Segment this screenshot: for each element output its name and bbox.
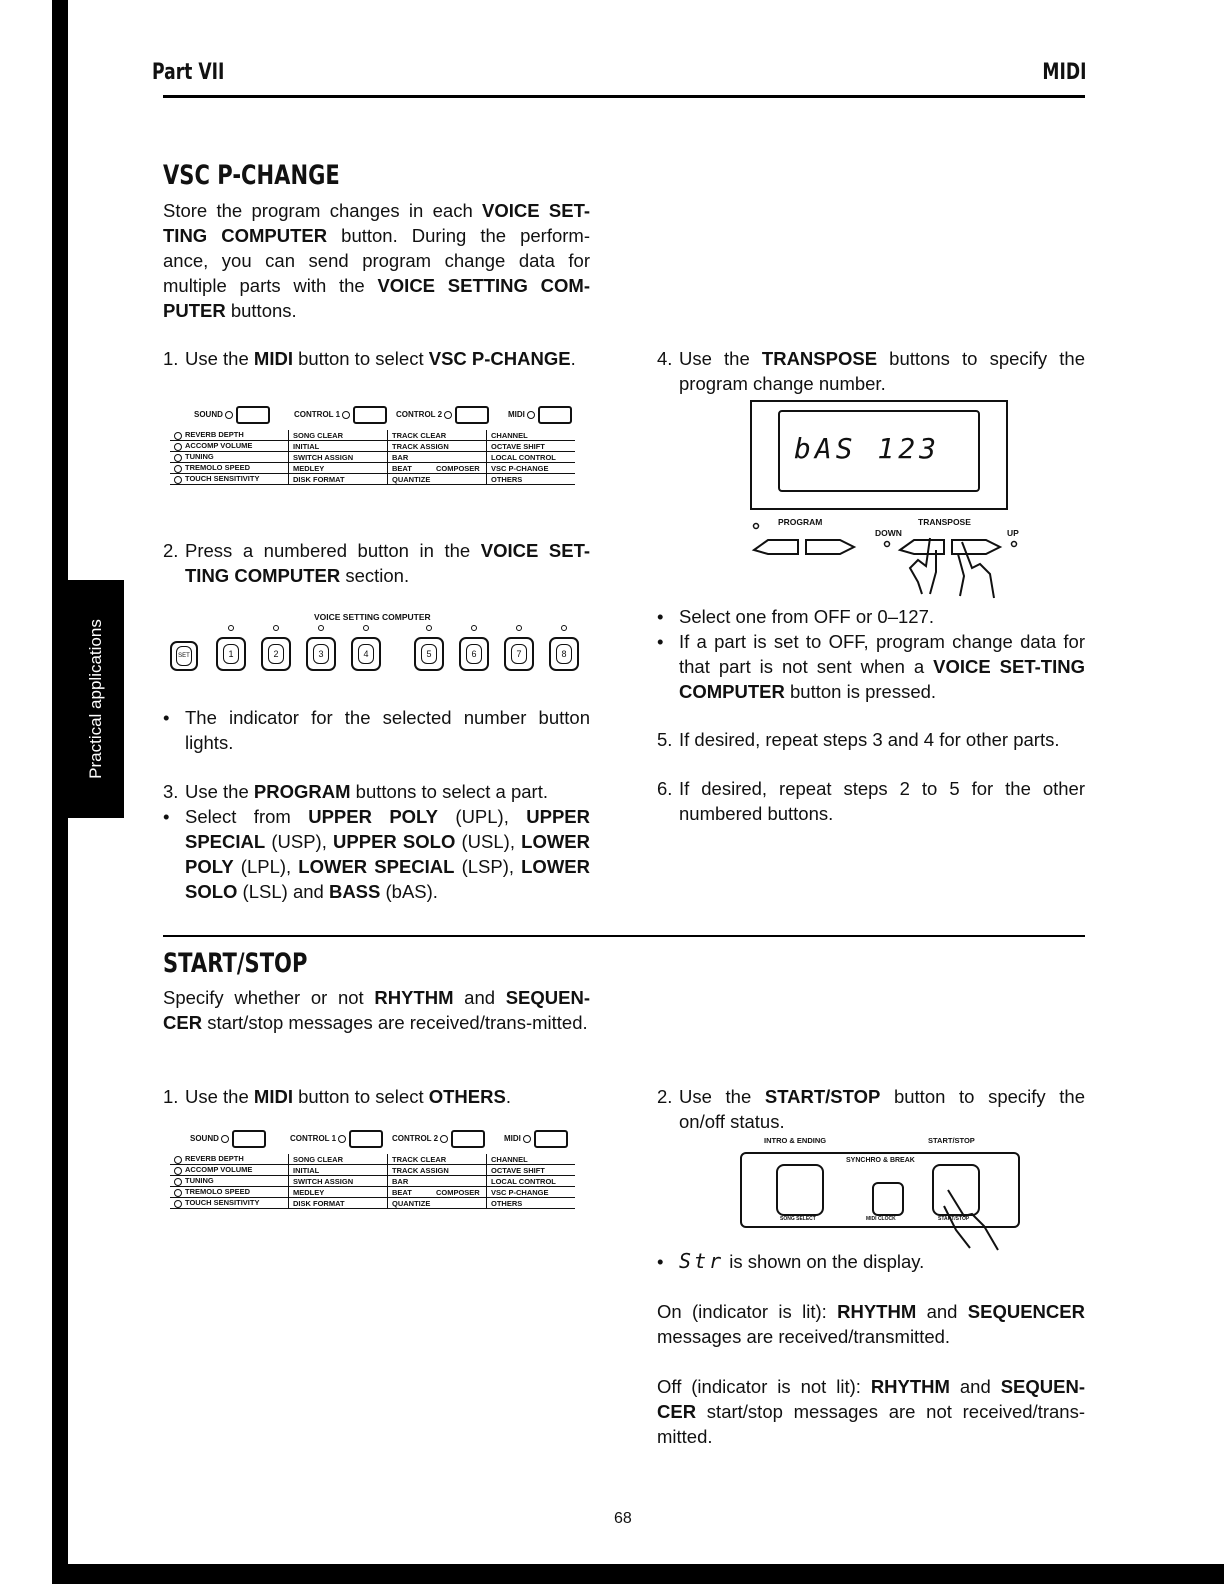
vsc-button-5-icon: 5 (414, 637, 444, 671)
on-description: On (indicator is lit): RHYTHM and SEQUENCER messages are received/transmitted. (657, 1301, 1085, 1347)
vsc-step-4: 4. Use the TRANSPOSE buttons to specify the program change number. (657, 348, 1086, 394)
side-tab (68, 580, 124, 818)
table-row: ACCOMP VOLUME INITIAL TRACK ASSIGN OCTAVE SHIFT (170, 441, 575, 452)
synchro-break-label: SYNCHRO & BREAK (846, 1157, 915, 1164)
vsc-title: VSC P-CHANGE (163, 160, 340, 191)
control2-button-icon (451, 1130, 485, 1148)
header-section: MIDI (1042, 60, 1087, 85)
page-border-bottom (52, 1564, 1224, 1584)
program-transpose-buttons-icon (750, 520, 1030, 600)
table-row: REVERB DEPTH SONG CLEAR TRACK CLEAR CHANNEL (170, 1154, 575, 1165)
vsc-button-1-icon: 1 (216, 637, 246, 671)
down-label: DOWN (875, 528, 902, 538)
startstop-bullet: • Str is shown on the display. (657, 1249, 925, 1273)
startstop-step-1: 1. Use the MIDI button to select OTHERS. (163, 1086, 511, 1107)
program-label: PROGRAM (778, 517, 823, 527)
startstop-panel-label: START/STOP (928, 1136, 975, 1145)
midi-clock-label: MIDI CLOCK (866, 1216, 896, 1222)
vsc-step-6: 6. If desired, repeat steps 2 to 5 for the other numbered buttons. (657, 778, 1085, 824)
startstop-intro: Specify whether or not RHYTHM and SEQUEN-CER start/stop messages are received/trans-mitted. (163, 987, 590, 1033)
up-label: UP (1007, 528, 1019, 538)
vsc-intro: Store the program changes in each VOICE SET-TING COMPUTER button. During the perform-ance, you can send program change data for multiple parts with the VOICE SETTING COM-PUTER buttons. (163, 200, 591, 321)
vsc-button-6-icon: 6 (459, 637, 489, 671)
startstop-step-2: 2. Use the START/STOP button to specify the on/off status. (657, 1086, 1085, 1132)
midi-panel-1: SOUND CONTROL 1 CONTROL 2 MIDI REVERB DEPTH SONG CLEAR TRACK CLEAR CHANNEL ACCOMP VOLUME INITIAL TRACK ASSIGN OCTAVE SHIFT TUNING SWITCH ASSIGN BAR LOCAL CONTROL TREMOLO SPEED MEDLEY BEAT COMPOSER VSC P-CHANGE TOUCH SENSITIVITY DISK FORMAT QUANTIZE OTHERS (170, 400, 600, 500)
startstop-sub-label: START/STOP (938, 1216, 970, 1222)
header-rule (163, 95, 1085, 98)
vsc-button-3-icon: 3 (306, 637, 336, 671)
vsc-step-1: 1. Use the MIDI button to select VSC P-CHANGE. (163, 348, 576, 369)
table-row: TOUCH SENSITIVITY DISK FORMAT QUANTIZE OTHERS (170, 474, 575, 485)
midi-button-icon (534, 1130, 568, 1148)
vsc-button-2-icon: 2 (261, 637, 291, 671)
vsc-step-2-bullet: • The indicator for the selected number button lights. (163, 707, 590, 753)
display-screen (778, 410, 980, 492)
side-tab-label: Practical applications (86, 619, 105, 779)
vsc-button-8-icon: 8 (549, 637, 579, 671)
display-text: bAS 123 (794, 432, 941, 465)
vsc-step-5: 5. If desired, repeat steps 3 and 4 for other parts. (657, 729, 1060, 750)
pressing-hand-icon (940, 1186, 1010, 1256)
set-button-icon: SET (170, 641, 198, 671)
display-word: Str (679, 1249, 725, 1273)
midi-function-table (170, 1154, 575, 1209)
vsc-panel-label: VOICE SETTING COMPUTER (314, 612, 431, 622)
vsc-button-7-icon: 7 (504, 637, 534, 671)
header-part: Part VII (152, 60, 225, 85)
page-number: 68 (614, 1510, 632, 1527)
section-divider (163, 935, 1085, 937)
sound-button-icon (236, 406, 270, 424)
table-row: TREMOLO SPEED MEDLEY BEAT COMPOSER VSC P-CHANGE (170, 1187, 575, 1198)
vsc-bullet-a: • Select one from OFF or 0–127. (657, 606, 935, 627)
synchro-break-button-icon (872, 1182, 904, 1216)
table-row: TREMOLO SPEED MEDLEY BEAT COMPOSER VSC P-CHANGE (170, 463, 575, 474)
table-row: TUNING SWITCH ASSIGN BAR LOCAL CONTROL (170, 452, 575, 463)
control1-button-icon (349, 1130, 383, 1148)
transpose-label: TRANSPOSE (918, 517, 971, 527)
intro-ending-label: INTRO & ENDING (764, 1136, 827, 1145)
startstop-title: START/STOP (163, 948, 308, 979)
control2-button-icon (455, 406, 489, 424)
page-border-left (52, 0, 68, 1584)
table-row: TOUCH SENSITIVITY DISK FORMAT QUANTIZE OTHERS (170, 1198, 575, 1209)
intro-ending-button-icon (776, 1164, 824, 1216)
midi-panel-2: SOUND CONTROL 1 CONTROL 2 MIDI REVERB DEPTH SONG CLEAR TRACK CLEAR CHANNEL ACCOMP VOLUME INITIAL TRACK ASSIGN OCTAVE SHIFT TUNING SWITCH ASSIGN BAR LOCAL CONTROL TREMOLO SPEED MEDLEY BEAT COMPOSER VSC P-CHANGE TOUCH SENSITIVITY DISK FORMAT QUANTIZE OTHERS (170, 1124, 600, 1224)
vsc-step-2: 2. Press a numbered button in the VOICE SET-TING COMPUTER section. (163, 540, 591, 586)
table-row: REVERB DEPTH SONG CLEAR TRACK CLEAR CHANNEL (170, 430, 575, 441)
vsc-step-3: 3. Use the PROGRAM buttons to select a part. (163, 781, 548, 802)
vsc-bullet-b: • If a part is set to OFF, program change data for that part is not sent when a VOICE SET-TING COMPUTER button is pressed. (657, 631, 1085, 702)
vsc-button-4-icon: 4 (351, 637, 381, 671)
table-row: TUNING SWITCH ASSIGN BAR LOCAL CONTROL (170, 1176, 575, 1187)
table-row: ACCOMP VOLUME INITIAL TRACK ASSIGN OCTAVE SHIFT (170, 1165, 575, 1176)
vsc-button-row (170, 625, 590, 675)
vsc-step-3-bullet: • Select from UPPER POLY (UPL), UPPER SPECIAL (USP), UPPER SOLO (USL), LOWER POLY (LPL), LOWER SPECIAL (LSP), LOWER SOLO (LSL) and BASS (bAS). (163, 806, 590, 902)
off-description: Off (indicator is not lit): RHYTHM and SEQUEN-CER start/stop messages are not received/trans-mitted. (657, 1376, 1085, 1447)
midi-function-table (170, 430, 575, 485)
control1-button-icon (353, 406, 387, 424)
midi-button-icon (538, 406, 572, 424)
sound-button-icon (232, 1130, 266, 1148)
song-select-label: SONG SELECT (780, 1216, 816, 1222)
